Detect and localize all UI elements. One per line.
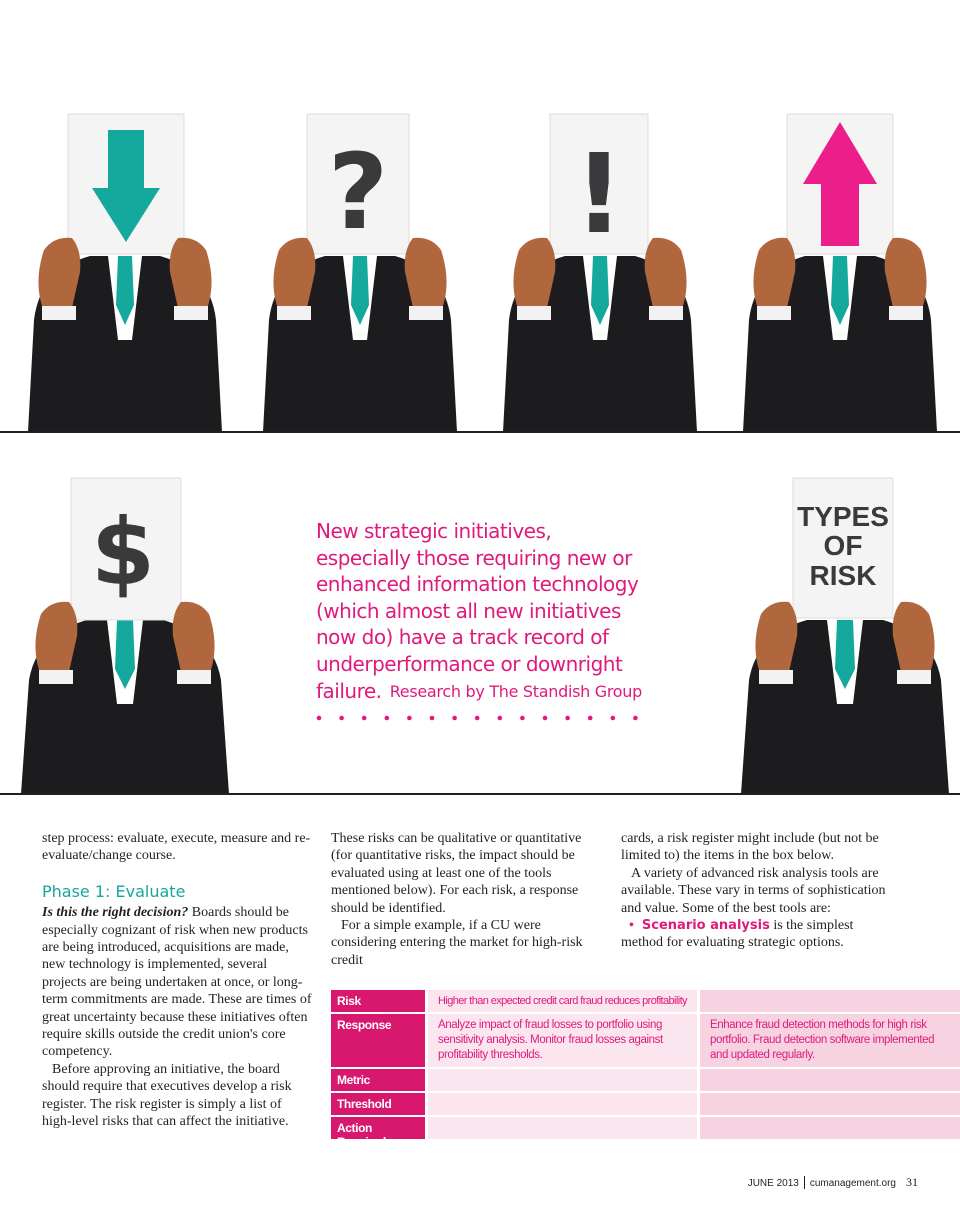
- column-1: [42, 830, 312, 1131]
- table-row: [331, 1014, 960, 1067]
- footer-separator: [804, 1176, 805, 1189]
- types-of-risk-line1: TYPES: [797, 501, 889, 532]
- page-number: 31: [906, 1175, 918, 1189]
- cell: [700, 1117, 960, 1139]
- col3-para-2: A variety of advanced risk analysis tools are available. These vary in terms of sophistication and value. Some of the best tools are:: [621, 865, 886, 916]
- bullet-term: Scenario analysis: [641, 918, 770, 934]
- bullet-text: is the simplest method for evaluating strategic options.: [621, 918, 854, 951]
- cell: [428, 1093, 697, 1115]
- pull-quote-dots-divider: [316, 710, 646, 726]
- cell: [700, 1093, 960, 1115]
- section-heading-phase-1: Phase 1: Evaluate: [42, 881, 186, 901]
- pull-quote-attribution: Research by The Standish Group: [389, 682, 642, 701]
- figure-question-mark: [255, 110, 465, 432]
- question-mark-glyph: ?: [327, 131, 389, 253]
- lead-in-question: Is this the right decision?: [42, 905, 189, 921]
- middle-divider: [0, 793, 960, 795]
- col2-para-1: These risks can be qualitative or quantitative (for quantitative risks, the impact should be evaluated using at least one of the tools mentioned below). For each risk, a response should be identified.: [331, 831, 582, 916]
- col1-para-2: [42, 904, 312, 1061]
- cell: [700, 1069, 960, 1091]
- exclamation-mark-glyph: !: [573, 130, 625, 258]
- figure-dollar-sign: [15, 474, 235, 794]
- cell: Higher than expected credit card fraud reduces profitability: [428, 990, 697, 1012]
- dollar-sign-glyph: $: [90, 499, 156, 606]
- column-3: [621, 830, 893, 952]
- table-row: [331, 990, 960, 1012]
- figure-up-arrow: [735, 110, 945, 432]
- types-of-risk-line2: OF: [823, 530, 863, 561]
- figure-exclamation-mark: [495, 110, 705, 432]
- col1-para-2-text: Boards should be especially cognizant of risk when new products are being introduced, acquisitions are made, new technology is implemented, several projects are being undertaken at once, or long-term commitments are made. These are times of great uncertainty because these initiatives often require skills outside the credit union's core competency.: [42, 905, 312, 1060]
- row-label-risk: Risk: [331, 990, 425, 1012]
- cell: Enhance fraud detection methods for high risk portfolio. Fraud detection software implemented and updated regularly.: [700, 1014, 960, 1067]
- row-label-threshold: Threshold: [331, 1093, 425, 1115]
- column-2: [331, 830, 597, 969]
- bullet-marker: •: [629, 918, 634, 934]
- cell: [428, 1117, 697, 1139]
- col2-para-2: For a simple example, if a CU were considering entering the market for high-risk credit: [331, 918, 583, 968]
- footer-issue-date: JUNE 2013: [747, 1178, 799, 1189]
- table-row: [331, 1093, 960, 1115]
- figure-down-arrow: [20, 110, 230, 432]
- row-label-action-required: Action Required: [331, 1117, 425, 1139]
- col1-para-3: Before approving an initiative, the board should require that executives develop a risk register. The risk register is simply a list of high-level risks that can affect the initiative.: [42, 1061, 292, 1130]
- types-of-risk-line3: RISK: [809, 560, 877, 591]
- table-row: [331, 1069, 960, 1091]
- row-label-response: Response: [331, 1014, 425, 1067]
- table-row: [331, 1117, 960, 1149]
- col1-para-1: step process: evaluate, execute, measure and re-evaluate/change course.: [42, 831, 311, 864]
- cell: [700, 990, 960, 1012]
- figure-types-of-risk: [735, 474, 955, 794]
- footer-site: cumanagement.org: [809, 1178, 896, 1189]
- top-divider: [0, 431, 960, 433]
- cell: Analyze impact of fraud losses to portfolio using sensitivity analysis. Monitor fraud losses against profitability thresholds.: [428, 1014, 697, 1067]
- page-footer: [748, 1175, 918, 1190]
- row-label-metric: Metric: [331, 1069, 425, 1091]
- cell: [428, 1069, 697, 1091]
- col3-para-1: cards, a risk register might include (but not be limited to) the items in the box below.: [621, 831, 879, 864]
- pull-quote: New strategic initiatives, especially those requiring new or enhanced information technology (which almost all new initiatives now do) have a track record of underperformance or downright failure.: [316, 519, 639, 703]
- col3-bullet-item: [621, 917, 893, 952]
